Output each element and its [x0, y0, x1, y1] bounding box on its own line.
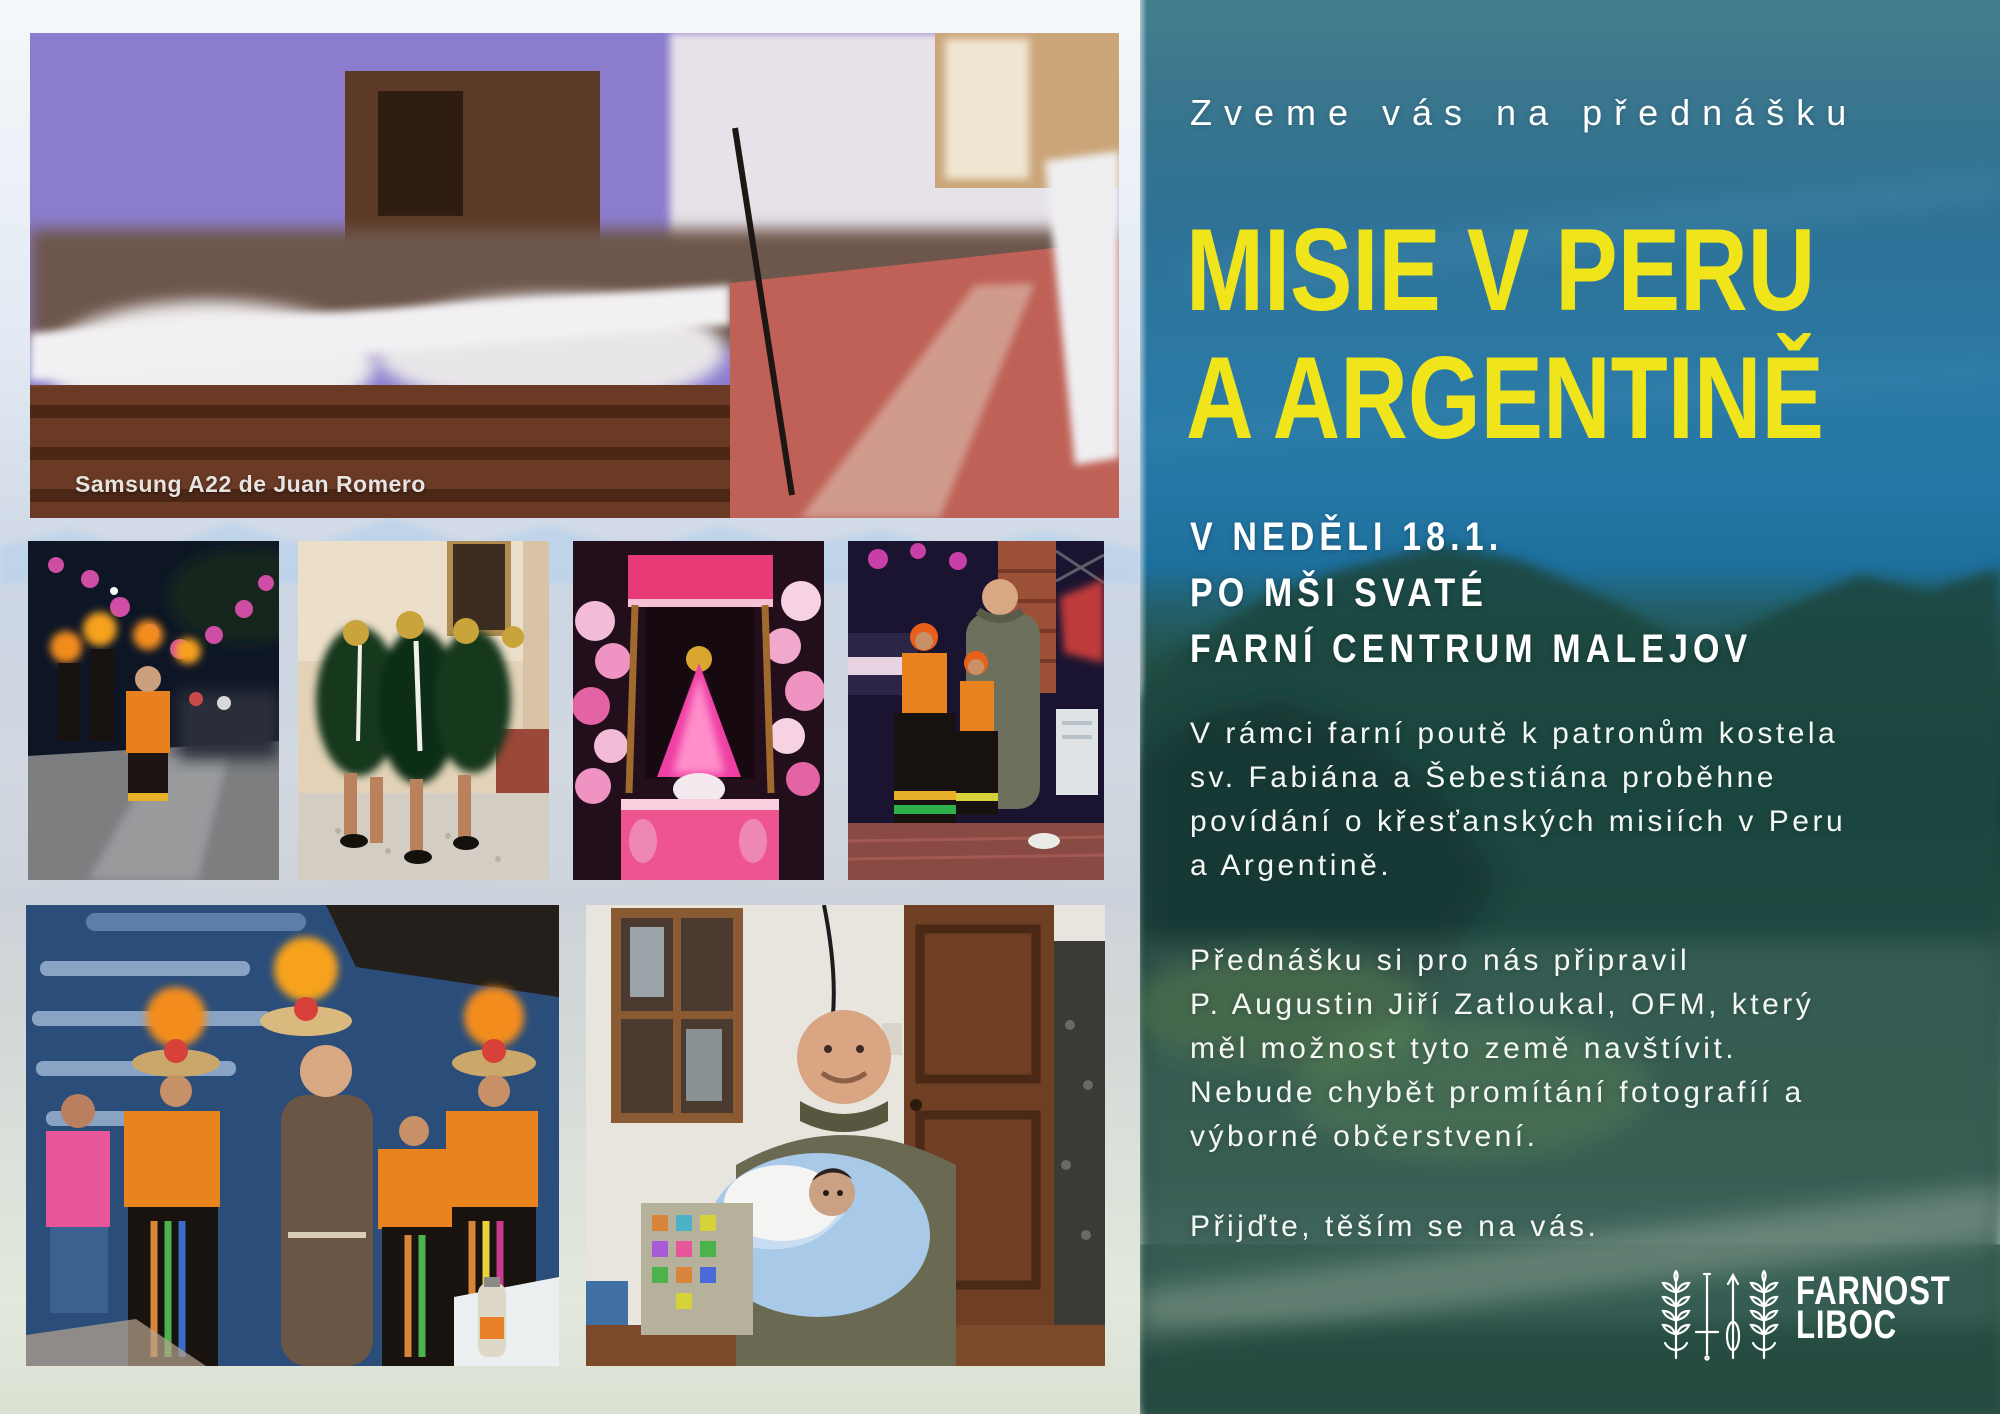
photo-art: [586, 905, 1105, 1366]
photo-group-orange-costumes: [26, 905, 559, 1366]
photo-art: [298, 541, 549, 880]
paragraph-speaker: Přednášku si pro nás připravil P. Augustin Jiří Zatloukal, OFM, který měl možnost tyto země navštívit. Nebude chybět promítání fotografíí a výborné občerstvení.: [1190, 944, 1815, 1153]
parish-logo: [1660, 1266, 1980, 1366]
closing-line: Přijďte, těším se na vás.: [1190, 1210, 1600, 1243]
wheat-sword-arrow-icon: [1660, 1270, 1782, 1362]
photo-art: [573, 541, 824, 880]
photo-night-parade-dancers: [28, 541, 279, 880]
photo-church-first-communion: [30, 33, 1119, 518]
photo-friar-holding-baby: [586, 905, 1105, 1366]
parish-name: FARNOST LIBOC: [1796, 1269, 1951, 1347]
photo-watermark: Samsung A22 de Juan Romero: [75, 471, 426, 497]
photo-art: [30, 33, 1119, 518]
photo-friar-with-family-night: [848, 541, 1104, 880]
event-title: MISIE V PERU A ARGENTINĚ: [1186, 204, 1824, 463]
photo-art: [26, 905, 559, 1366]
wheat-branch-icon: [1663, 1271, 1689, 1358]
right-panel: [1140, 0, 2000, 1414]
event-details: V NEDĚLI 18.1. PO MŠI SVATÉ FARNÍ CENTRUM MALEJOV: [1190, 515, 1753, 671]
photo-art: [28, 541, 279, 880]
photo-art: [848, 541, 1104, 880]
kicker-invitation: Zveme vás na přednášku: [1190, 92, 1859, 133]
arrow-icon: [1727, 1275, 1739, 1358]
photo-green-costume-dancers: [298, 541, 549, 880]
photo-virgin-shrine-pink: [573, 541, 824, 880]
wheat-branch-icon: [1751, 1271, 1777, 1358]
sword-icon: [1696, 1274, 1718, 1360]
paragraph-intro: V rámci farní poutě k patronům kostela sv. Fabiána a Šebestiána proběhne povídání o křesťanských misiích v Peru a Argentině.: [1190, 717, 1847, 882]
